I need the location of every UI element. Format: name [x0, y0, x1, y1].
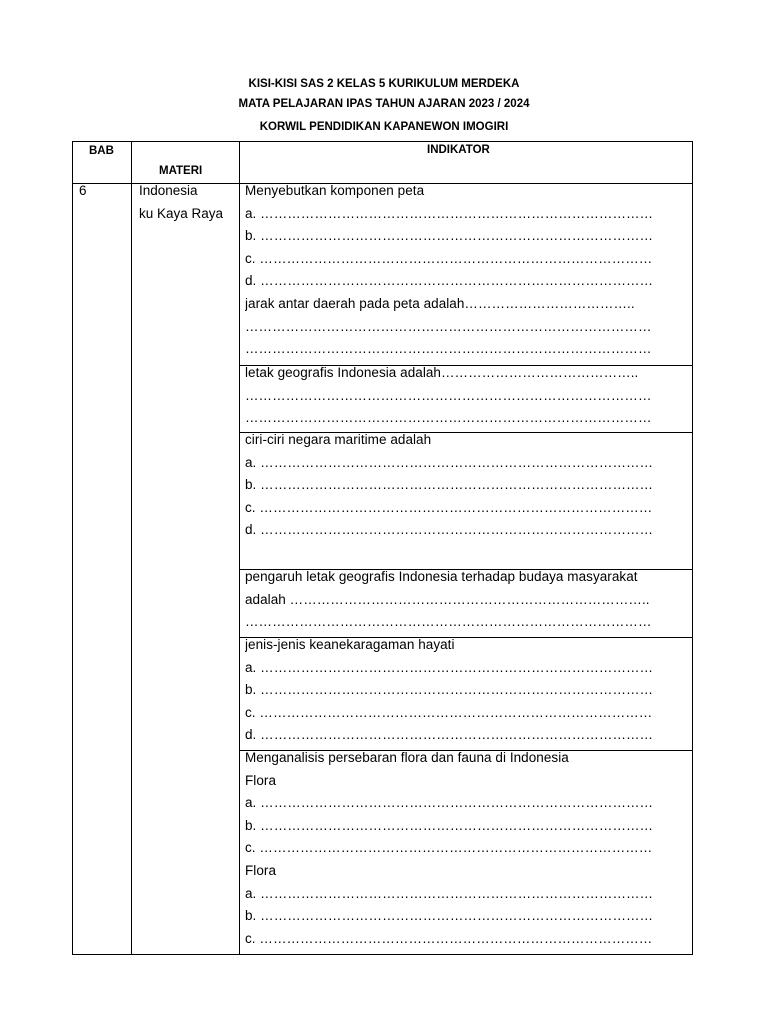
column-header-bab: BAB: [89, 145, 114, 157]
indicator-line: letak geografis Indonesia adalah……………………………………..: [245, 365, 639, 380]
indicator-line: jenis-jenis keanekaragaman hayati: [245, 637, 455, 652]
indicator-line: jarak antar daerah pada peta adalah………………………………..: [245, 295, 635, 311]
indicator-line: c. ……………………………………………………………………………: [245, 704, 653, 720]
indicator-block-geographic-location: [245, 362, 685, 430]
indicator-block-map-components: [245, 180, 685, 361]
column-divider: [239, 142, 240, 954]
indicator-line: a. ……………………………………………………………………………: [245, 205, 654, 221]
column-divider: [131, 142, 132, 954]
indicator-line: b. ……………………………………………………………………………: [245, 908, 654, 924]
indicator-line: ………………………………………………………………………………: [245, 341, 652, 357]
indicator-line: Menyebutkan komponen peta: [245, 183, 425, 198]
kisi-kisi-table: [72, 141, 693, 955]
indicator-line: b. ……………………………………………………………………………: [245, 817, 654, 833]
indicator-block-cultural-influence: [245, 566, 685, 634]
column-header-materi: MATERI: [159, 165, 203, 177]
indicator-line: d. ……………………………………………………………………………: [245, 727, 654, 743]
indicator-line: ciri-ciri negara maritime adalah: [245, 432, 432, 447]
indicator-line: ………………………………………………………………………………: [245, 387, 652, 403]
document-subtitle-subject: MATA PELAJARAN IPAS TAHUN AJARAN 2023 / 2024: [238, 98, 530, 110]
indicator-block-biodiversity: [245, 634, 685, 747]
indicator-line: Flora: [245, 772, 277, 788]
indicator-block-maritime-traits: [245, 429, 685, 542]
indicator-line: b. ……………………………………………………………………………: [245, 682, 654, 698]
indicator-line: adalah ……………………………………………………………………..: [245, 591, 650, 607]
indicator-line: c. ……………………………………………………………………………: [245, 930, 653, 946]
indicator-line: b. ……………………………………………………………………………: [245, 477, 654, 493]
indicator-line: ………………………………………………………………………………: [245, 614, 652, 630]
indicator-line: ………………………………………………………………………………: [245, 410, 652, 426]
bab-number: 6: [79, 183, 87, 198]
indicator-line: a. ……………………………………………………………………………: [245, 454, 654, 470]
indicator-line: Menganalisis persebaran flora dan fauna di Indonesia: [245, 750, 569, 765]
column-header-indikator: INDIKATOR: [427, 144, 490, 156]
indicator-line: d. ……………………………………………………………………………: [245, 522, 654, 538]
indicator-line: a. ……………………………………………………………………………: [245, 659, 654, 675]
indicator-line: c. ……………………………………………………………………………: [245, 840, 653, 856]
materi-line: Indonesia: [139, 183, 198, 198]
indicator-block-flora-fauna: [245, 747, 685, 950]
document-subtitle-region: KORWIL PENDIDIKAN KAPANEWON IMOGIRI: [259, 121, 509, 133]
indicator-line: pengaruh letak geografis Indonesia terhadap budaya masyarakat: [245, 569, 638, 584]
indicator-line: ………………………………………………………………………………: [245, 318, 652, 334]
materi-line: ku Kaya Raya: [139, 206, 224, 221]
indicator-line: c. ……………………………………………………………………………: [245, 499, 653, 515]
indicator-line: c. ……………………………………………………………………………: [245, 250, 653, 266]
indicator-line: a. ……………………………………………………………………………: [245, 885, 654, 901]
indicator-line: Flora: [245, 862, 277, 878]
indicator-line: b. ……………………………………………………………………………: [245, 228, 654, 244]
indicator-line: d. ……………………………………………………………………………: [245, 273, 654, 289]
indicator-line: a. ……………………………………………………………………………: [245, 795, 654, 811]
document-title: KISI-KISI SAS 2 KELAS 5 KURIKULUM MERDEKA: [248, 78, 520, 90]
